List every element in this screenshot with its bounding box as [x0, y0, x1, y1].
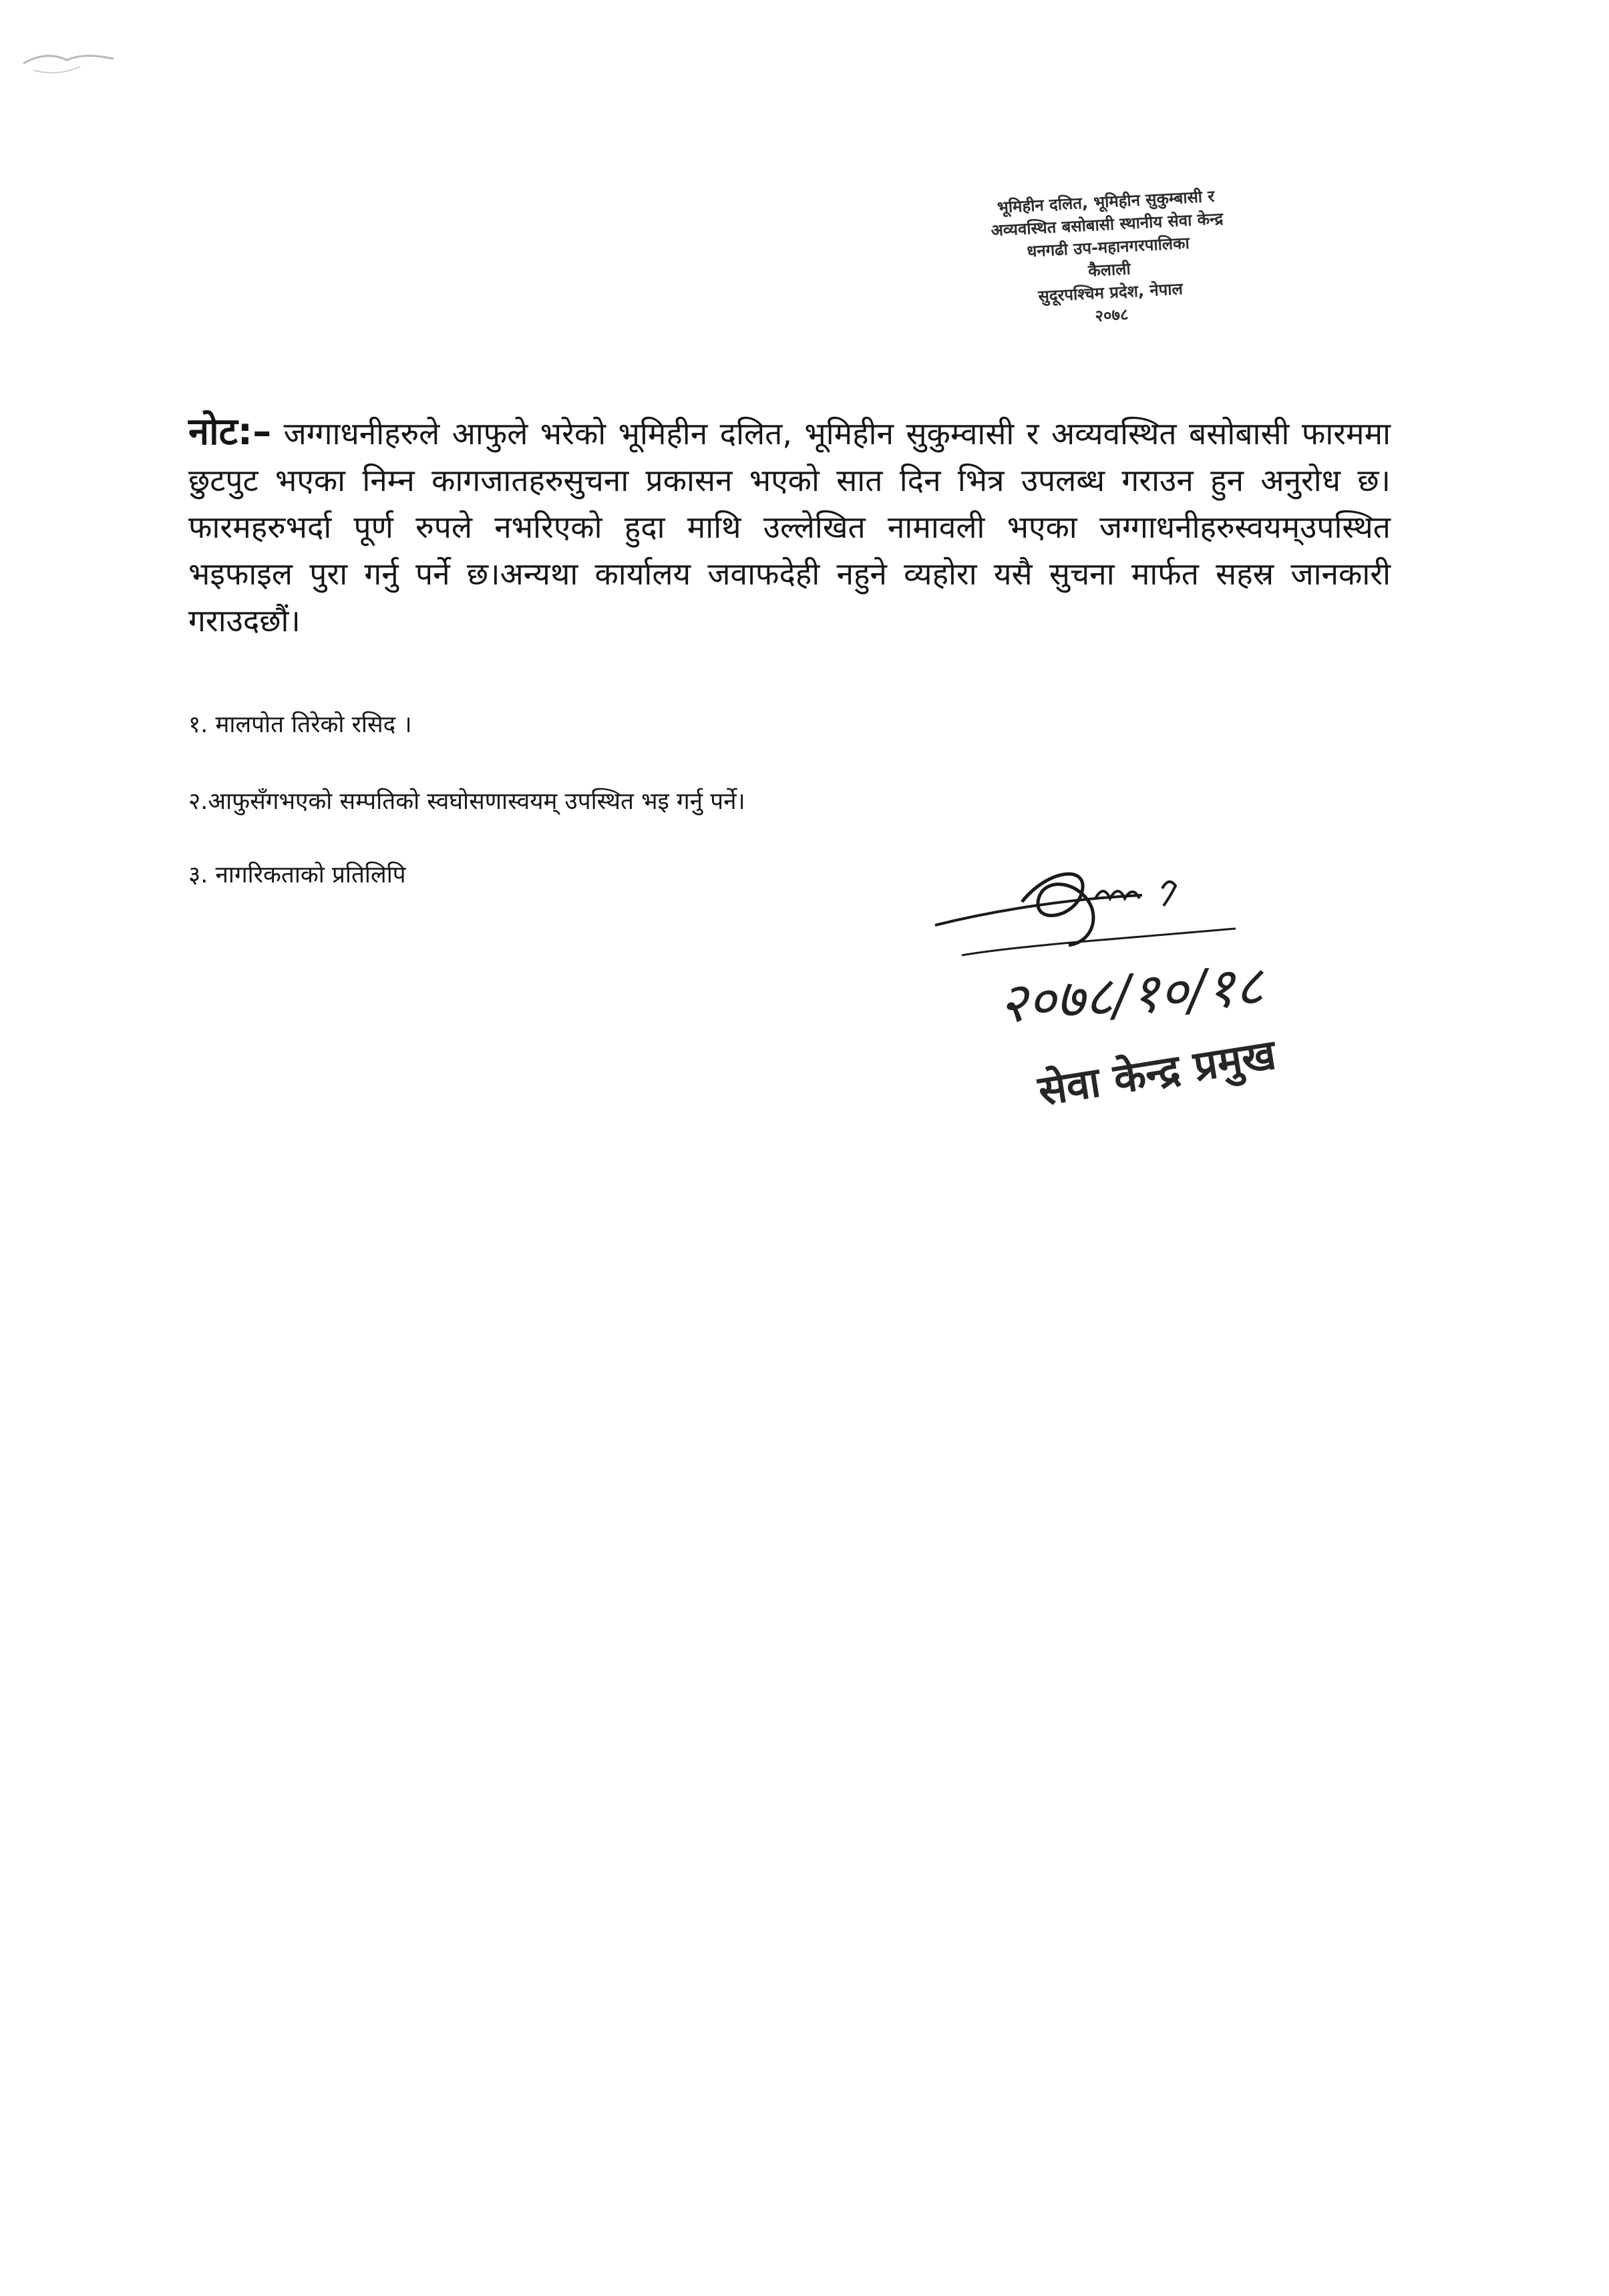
list-item-1: १. मालपोत तिरेको रसिद ।	[188, 711, 412, 738]
office-header-stamp	[898, 180, 1319, 337]
list-item-3: ३. नागरिकताको प्रतिलिपि	[188, 862, 406, 888]
note-label: नोट:–	[188, 410, 272, 454]
list-item-2: २.आफुसँगभएको सम्पतिको स्वघोसणास्वयम् उपस्थित भइ गर्नु पर्ने।	[188, 788, 745, 815]
header-line-2: अव्यवस्थित बसोबासी स्थानीय सेवा केन्द्र	[990, 208, 1224, 240]
signature-date: २०७८/१०/१८	[997, 954, 1266, 1036]
scan-speck-mark	[20, 47, 120, 87]
note-text: जग्गाधनीहरुले आफुले भरेको भूमिहीन दलित, भूमिहीन सुकुम्वासी र अव्यवस्थित बसोबासी फारममा छुटपुट भएका निम्न कागजातहरुसुचना प्रकासन भएको सात दिन भित्र उपलब्ध गराउन हुन अनुरोध छ।फारमहरुभर्दा पूर्ण रुपले नभरिएको हुदा माथि उल्लेखित नामावली भएका जग्गाधनीहरुस्वयम्उपस्थित भइफाइल पुरा गर्नु पर्ने छ।अन्यथा कार्यालय जवाफदेही नहुने व्यहोरा यसै सुचना मार्फत सहस्र जानकारी गराउदछौं।	[188, 416, 1391, 639]
header-line-5: सुदूरपश्चिम प्रदेश, नेपाल	[1037, 279, 1184, 306]
header-line-4: कैलाली	[1087, 259, 1131, 281]
header-line-6: २०७८	[1094, 305, 1129, 326]
note-paragraph	[188, 409, 1391, 644]
header-line-1: भूमिहीन दलित, भूमिहीन सुकुम्बासी र	[997, 186, 1215, 217]
header-line-3: धनगढी उप-महानगरपालिका	[1026, 233, 1190, 261]
service-center-head-stamp: सेवा केन्द्र प्रमुख	[1035, 1029, 1279, 1116]
